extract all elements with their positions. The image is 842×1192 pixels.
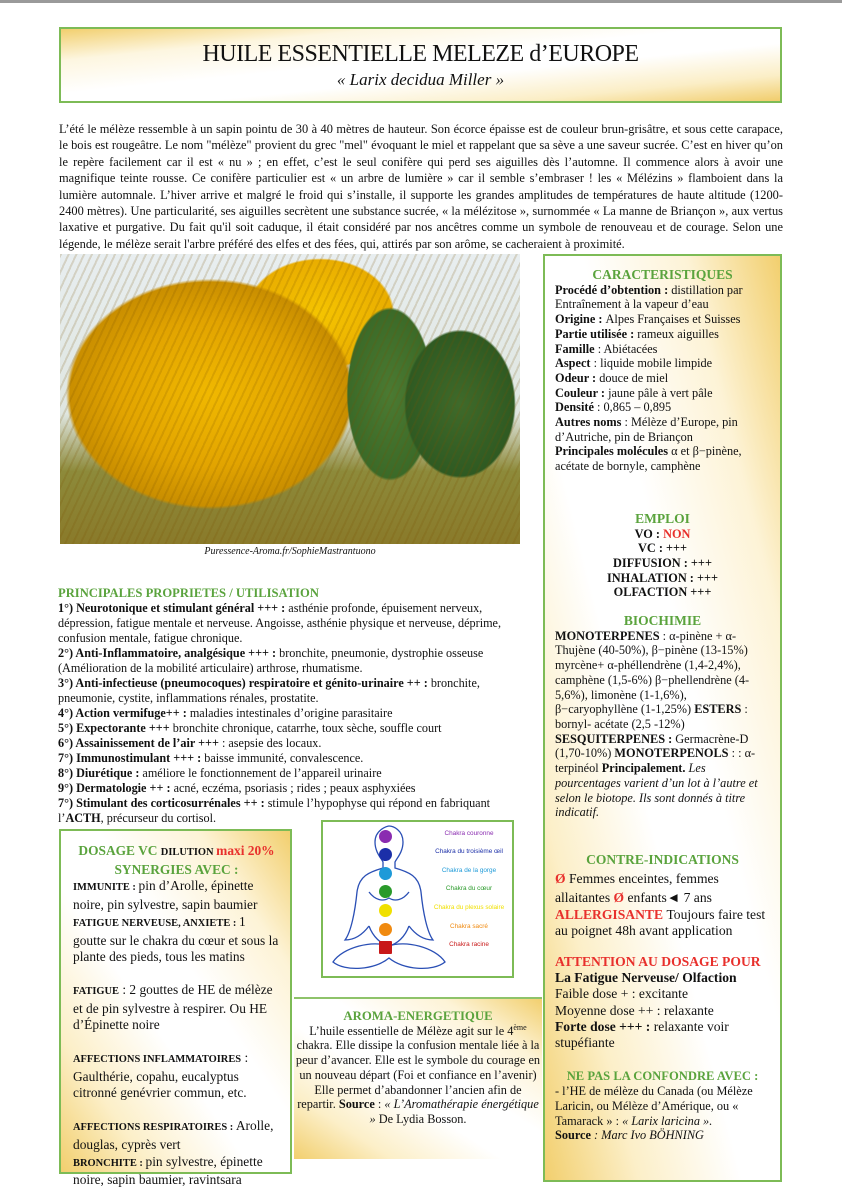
text-segment: douce de miel (599, 370, 669, 385)
page-subtitle: « Larix decidua Miller » (336, 70, 505, 89)
text-segment: - l’HE de mélèze du Canada (ou Mélèze Laricin, ou Mélèze d’Amérique, ou « Tamarack » : (555, 1084, 753, 1128)
list-item (555, 342, 770, 357)
text-segment: DIFFUSION : +++ (613, 555, 712, 570)
text-segment: ESTERS (694, 702, 742, 717)
text-segment: , précurseur du cortisol. (100, 811, 217, 825)
allergisante-text (555, 907, 770, 940)
synergies-list (73, 878, 280, 1189)
text-segment: 1°) Neurotonique et stimulant général +++ : (58, 601, 289, 615)
text-segment: α et β−pinène, acétate de bornyle, camphène (555, 444, 742, 474)
text-segment: 1 goutte sur le chakra du cœur et sous la plante des pieds, tous les matins (73, 913, 279, 965)
text-segment: Faible dose + : excitante (555, 986, 688, 1002)
confondre-title: NE PAS LA CONFONDRE AVEC : (566, 1069, 759, 1084)
text-segment: 6°) Assainissement de l’air +++ (58, 736, 222, 750)
chakra-dot-icon (379, 904, 392, 917)
attention-list (555, 970, 770, 1051)
text-segment: 7°) Immunostimulant +++ : (58, 751, 205, 765)
text-segment: : 2 gouttes de HE de mélèze et de pin sylvestre à respirer. Ou HE d’Épinette noire (73, 981, 273, 1033)
text-segment: Ø (613, 889, 628, 905)
meditating-figure-icon (323, 822, 512, 976)
confondre-text (555, 1084, 770, 1128)
text-segment: VC : +++ (637, 541, 688, 556)
list-item (58, 646, 522, 676)
chakra-label: Chakra de la gorge (441, 867, 497, 874)
text-segment: NON (663, 526, 691, 541)
text-segment: : Gaulthérie, copahu, eucalyptus citronné genévrier commun, etc. (73, 1050, 249, 1101)
text-segment: maladies intestinales d’origine parasitaire (189, 706, 393, 720)
text-segment: AFFECTIONS INFLAMMATOIRES (73, 1054, 242, 1066)
emploi-list (555, 527, 770, 601)
text-segment: DILUTION (160, 847, 217, 858)
biochimie-text (555, 629, 770, 820)
text-segment: OLFACTION +++ (613, 585, 712, 600)
text-segment: 5°) Expectorante +++ (58, 721, 173, 735)
text-segment: Les pourcentages varient d’un lot à l’autre et selon le biotope. Ils sont donnés à titre indicatif. (555, 761, 758, 820)
text-segment: : 0,865 – 0,895 (593, 400, 672, 415)
text-segment: « Larix laricina ». (622, 1113, 713, 1128)
text-segment: distillation par Entraînement à la vapeur d’eau (555, 282, 743, 312)
contre-indications-title: CONTRE-INDICATIONS (586, 851, 739, 867)
text-segment: : (374, 1097, 385, 1112)
synergy-item (73, 878, 280, 913)
text-segment: « L’Aromathérapie énergétique » (369, 1097, 539, 1126)
confondre-source (555, 1128, 770, 1143)
text-segment: 3°) Anti-infectieuse (pneumocoques) respiratoire et génito-urinaire ++ : (58, 676, 431, 690)
chakra-label: Chakra du cœur (445, 885, 493, 892)
text-segment: pin d’Arolle, épinette noire, pin sylvestre, sapin baumier (73, 878, 258, 913)
text-segment: Partie utilisée : (555, 326, 638, 341)
list-item (58, 736, 522, 751)
text-segment: baisse immunité, convalescence. (204, 751, 364, 765)
text-segment: Toujours faire test au poignet 48h avant application (555, 906, 766, 939)
text-segment: ACTH (65, 811, 101, 825)
text-segment: AFFECTIONS RESPIRATOIRES : (73, 1122, 236, 1134)
text-segment: MONOTERPENES (555, 628, 660, 643)
synergies-title: SYNERGIES AVEC : (114, 861, 239, 877)
page-title: HUILE ESSENTIELLE MELEZE d’EUROPE (202, 41, 639, 67)
text-segment: 7°) Stimulant des corticosurrénales ++ : (58, 796, 268, 810)
aroma-text (294, 1024, 542, 1127)
text-segment: IMMUNITE : (73, 882, 139, 894)
list-item (555, 986, 770, 1002)
chakra-dot-icon (379, 848, 392, 861)
chakra-illustration (321, 820, 514, 978)
text-segment: DOSAGE VC (78, 843, 161, 858)
text-segment: De Lydia Bosson. (375, 1111, 467, 1126)
title-box (59, 27, 782, 103)
spacer (73, 1102, 280, 1118)
list-item (58, 781, 522, 796)
text-segment: Alpes Françaises et Suisses (605, 312, 741, 327)
text-segment: Famille (555, 341, 595, 356)
text-segment: jaune pâle à vert pâle (608, 385, 713, 400)
text-segment: : Marc Ivo BÖHNING (590, 1128, 704, 1143)
text-segment: Procédé d’obtention : (555, 282, 672, 297)
text-segment: Source (555, 1128, 591, 1143)
text-segment: acné, eczéma, psoriasis ; rides ; peaux asphyxiées (173, 781, 416, 795)
text-segment: VO : (634, 526, 664, 541)
chakra-label: Chakra couronne (444, 830, 494, 837)
list-item (555, 1019, 770, 1052)
list-item (555, 283, 770, 312)
text-segment: : Mélèze d’Europe, pin d’Autriche, pin de Briançon (555, 415, 738, 444)
list-item (555, 386, 770, 401)
text-segment: améliore le fonctionnement de l’appareil urinaire (142, 766, 382, 780)
chakra-label: Chakra du troisième œil (435, 848, 503, 855)
text-segment: : α-pinène + α-Thujène (40-50%), β−pinène (13-15%) myrcène+ α-phéllendrène (1,4-2,4%), camphène (1,5-6%) β−phellendrène (4-5,6%), limonène (1-1,6%), β−caryophyllène (1-1,25%) (555, 628, 750, 717)
list-item (555, 444, 770, 473)
text-segment: relaxante voir stupéfiante (555, 1018, 729, 1051)
text-segment: 2°) Anti-Inflammatoire, analgésique +++ : (58, 646, 280, 660)
text-segment: 8°) Diurétique : (58, 766, 143, 780)
chakra-dot-icon (379, 830, 392, 843)
chakra-label: Chakra racine (449, 941, 489, 948)
text-segment: INHALATION : +++ (607, 570, 718, 585)
list-item (58, 706, 522, 721)
synergy-item (73, 982, 280, 1034)
list-item (555, 312, 770, 327)
larch-photo (60, 254, 520, 544)
text-segment: Couleur : (555, 385, 609, 400)
dosage-title (73, 843, 280, 862)
properties-title: PRINCIPALES PROPRIETES / UTILISATION (58, 586, 319, 600)
photo-caption: Puressence-Aroma.fr/SophieMastrantuono (204, 546, 376, 557)
text-segment: Femmes enceintes, femmes allaitantes (555, 870, 719, 905)
text-segment: Arolle, douglas, cyprès vert (73, 1118, 274, 1152)
text-segment: ème (513, 1022, 527, 1032)
text-segment: : liquide mobile limpide (590, 356, 713, 371)
text-segment: 9°) Dermatologie ++ : (58, 781, 174, 795)
list-item (555, 1003, 770, 1019)
text-segment: FATIGUE (73, 985, 120, 997)
chakra-dot-icon (379, 867, 392, 880)
text-segment: ALLERGISANTE (555, 906, 667, 922)
list-item (555, 970, 770, 986)
text-segment: rameux aiguilles (637, 326, 719, 341)
list-item (58, 676, 522, 706)
chakra-label: Chakra sacré (449, 923, 488, 930)
spacer (73, 966, 280, 982)
text-segment: SESQUITERPENES : (555, 731, 676, 746)
list-item (555, 541, 770, 556)
synergy-item (73, 1118, 280, 1153)
text-segment: asthénie profonde, épuisement nerveux, dépression, fatigue mentale et nerveuse. Angoisse, asthénie physique et nerveuse, déprime, confusion mentale, fatigue chronique. (58, 601, 502, 645)
text-segment: Odeur : (555, 370, 600, 385)
text-segment: MONOTERPENOLS (614, 746, 729, 761)
list-item (58, 601, 522, 646)
text-segment: Moyenne dose ++ : relaxante (555, 1002, 714, 1018)
text-segment: BRONCHITE : (73, 1157, 146, 1169)
synergy-item (73, 1050, 280, 1102)
list-item (555, 585, 770, 600)
intro-paragraph: L’été le mélèze ressemble à un sapin pointu de 30 à 40 mètres de hauteur. Son écorce épaisse est de couleur brun-grisâtre, et sous cette carapace, le bois est rougeâtre. Le nom "mélèze" provient du grec "mel" évoquant le miel et rappelant que sa sève a une saveur sucrée. C’est en hiver qu’on le repère facilement car il est « nu » ; en effet, c’est le seul conifère qui perd ses aiguilles dès l’automne. Il commence alors à avoir une magnifique teinte rousse. Ce conifère particulier est « un arbre de lumière » car il semble s’embraser ! les « Mélézins » flamboient dans la lumière automnale. L’hiver arrive et malgré le froid qui s’installe, il supporte les grandes amplitudes de températures de haute altitude (1200-2400 mètres). Une particularité, ses aiguilles secrètent une substance sucrée, « la mélézitose », surnommée « La manne de Briançon », aux vertus laxative et purgative. Du fait qu'il soit caduque, il était considéré par nos ancêtres comme un symbole de renouveau et de courage. Selon une légende, le mélèze serait l'arbre préféré des elfes et des fées, qui, attirés par son arôme, se cacheraient à proximité. (59, 122, 783, 251)
list-item (555, 400, 770, 415)
text-segment: Autres noms (555, 415, 622, 430)
text-segment: chakra. Elle dissipe la confusion mentale liée à la peur d’avancer. Elle est le symbole du courage en un nouveau départ (Foi et confiance en l’avenir) Elle permet d’abandonner l’ancien afin de repartir. (295, 1038, 541, 1112)
aroma-energetique-box (294, 997, 542, 1159)
text-segment: Germacrène-D (1,70-10%) (555, 731, 749, 761)
synergy-item (73, 914, 280, 966)
contre-indications-text (555, 869, 770, 907)
list-item (555, 571, 770, 586)
text-segment: pin sylvestre, épinette noire, sapin baumier, ravintsara (73, 1153, 263, 1188)
list-item (555, 371, 770, 386)
text-segment: Forte dose +++ : (555, 1018, 654, 1034)
text-segment: maxi 20% (216, 843, 275, 858)
spacer (73, 1034, 280, 1050)
text-segment: La Fatigue Nerveuse/ Olfaction (555, 969, 737, 985)
text-segment: Principales molécules (555, 444, 672, 459)
photo-texture (60, 254, 520, 544)
list-item (58, 766, 522, 781)
aroma-title: AROMA-ENERGETIQUE (343, 1009, 493, 1023)
text-segment: : bornyl- acétate (2,5 -12%) (555, 702, 748, 731)
text-segment: Principalement. (601, 761, 689, 776)
emploi-title: EMPLOI (635, 510, 690, 526)
text-segment: FATIGUE NERVEUSE, ANXIETE : (73, 917, 239, 929)
text-segment: stimule l’hypophyse qui répond en fabriquant l’ (58, 796, 491, 825)
list-item (58, 751, 522, 766)
text-segment: Origine : (555, 312, 606, 327)
caracteristiques-title: CARACTERISTIQUES (592, 267, 733, 282)
chakra-label: Chakra du plexus solaire (433, 904, 505, 911)
chakra-dot-icon (379, 923, 392, 936)
text-segment: : : α-terpinéol (555, 746, 756, 776)
text-segment: bronchite, pneumonie, cystite, inflammations rénales, prostatite. (58, 676, 480, 705)
properties-section (58, 586, 522, 826)
text-segment: enfants◄ 7 ans (627, 889, 712, 905)
right-panel (543, 254, 782, 1182)
text-segment: 4°) Action vermifuge++ : (58, 706, 190, 720)
synergy-item (73, 1154, 280, 1189)
text-segment: : asepsie des locaux. (221, 736, 322, 750)
biochimie-title: BIOCHIMIE (623, 613, 702, 629)
top-border (0, 0, 842, 3)
text-segment: bronchite chronique, catarrhe, toux sèche, souffle court (172, 721, 442, 735)
list-item (555, 327, 770, 342)
text-segment: bronchite, pneumonie, dystrophie osseuse (Amélioration de la mobilité articulaire) arthrose, rhumatisme. (58, 646, 484, 675)
properties-list (58, 601, 522, 826)
caracteristiques-list (555, 283, 770, 474)
text-segment: L’huile essentielle de Mélèze agit sur le 4 (309, 1023, 514, 1038)
chakra-dot-icon (379, 941, 392, 954)
attention-title: ATTENTION AU DOSAGE POUR (555, 953, 761, 969)
text-segment: Ø (555, 870, 569, 886)
chakra-dot-icon (379, 885, 392, 898)
text-segment: : Abiétacées (594, 341, 658, 356)
text-segment: Source (338, 1097, 375, 1112)
list-item (555, 556, 770, 571)
list-item (555, 356, 770, 371)
list-item (555, 527, 770, 542)
text-segment: Aspect (555, 356, 591, 371)
text-segment: Densité (555, 400, 594, 415)
dosage-box (59, 829, 292, 1188)
list-item (58, 721, 522, 736)
list-item (555, 415, 770, 444)
